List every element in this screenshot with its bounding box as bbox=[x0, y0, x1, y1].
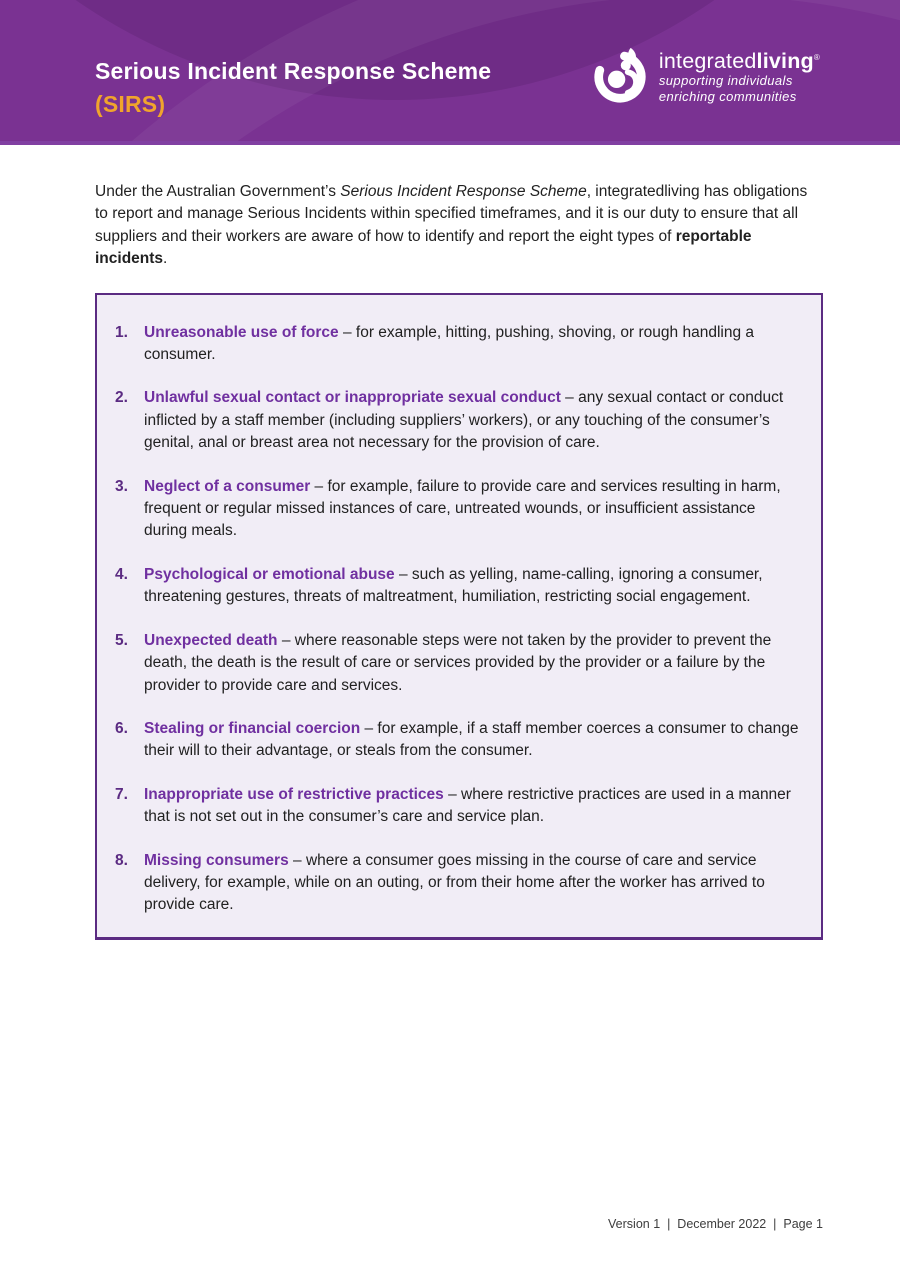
logo-text bbox=[659, 46, 820, 104]
intro-paragraph bbox=[95, 181, 822, 271]
integratedliving-logo-icon bbox=[591, 46, 649, 104]
incident-text bbox=[144, 630, 803, 697]
incident-text bbox=[144, 784, 803, 829]
incident-title: Neglect of a consumer bbox=[144, 477, 311, 495]
incident-text bbox=[144, 322, 803, 367]
incident-item-4 bbox=[115, 564, 803, 609]
incident-number: 8. bbox=[115, 851, 128, 869]
logo-wordmark-bold: living bbox=[756, 49, 814, 74]
incident-item-8 bbox=[115, 850, 803, 917]
incident-text bbox=[144, 387, 803, 454]
incident-item-6 bbox=[115, 718, 803, 763]
logo-wordmark-regular: integrated bbox=[658, 49, 757, 74]
incident-number: 7. bbox=[115, 785, 128, 803]
page-footer bbox=[594, 1203, 823, 1245]
incident-text bbox=[144, 564, 803, 609]
incident-text bbox=[144, 850, 803, 917]
incident-item-3 bbox=[115, 476, 803, 543]
incident-title: Unreasonable use of force bbox=[144, 323, 339, 341]
incident-description: – for example, if a staff member coerces a consumer to change their will to their advantage, or steals from the consumer. bbox=[144, 719, 799, 760]
reportable-incidents-box bbox=[95, 293, 823, 940]
incident-description: – for example, hitting, pushing, shoving, or rough handling a consumer. bbox=[144, 323, 754, 364]
title-block bbox=[95, 55, 491, 121]
incident-description: – for example, failure to provide care and services resulting in harm, frequent or regular missed instances of care, untreated wounds, or insufficient assistance during meals. bbox=[144, 477, 781, 540]
incident-description: – where restrictive practices are used in a manner that is not set out in the consumer’s care and service plan. bbox=[144, 785, 791, 826]
page-title: Serious Incident Response Scheme bbox=[95, 58, 492, 84]
incident-title: Missing consumers bbox=[144, 851, 289, 869]
logo-wordmark bbox=[659, 46, 820, 73]
intro-text-3: . bbox=[163, 250, 168, 268]
incident-number: 2. bbox=[115, 389, 128, 407]
incident-text bbox=[144, 476, 803, 543]
intro-bold-reportable-incidents: reportable incidents bbox=[95, 227, 752, 268]
document-body bbox=[0, 181, 900, 940]
intro-text-2: , integratedliving has obligations to report and manage Serious Incidents within specified timeframes, and it is our duty to ensure that all suppliers and their workers are aware of how to identify and report the eight types of bbox=[95, 183, 808, 245]
incident-item-1 bbox=[115, 322, 803, 367]
incident-text bbox=[144, 718, 803, 763]
incident-title: Unexpected death bbox=[144, 631, 278, 649]
incident-description: – such as yelling, name-calling, ignoring a consumer, threatening gestures, threats of maltreatment, humiliation, restricting social engagement. bbox=[144, 565, 763, 606]
header-banner bbox=[0, 0, 900, 145]
incident-title: Psychological or emotional abuse bbox=[144, 565, 395, 583]
incident-item-5 bbox=[115, 630, 803, 697]
incident-item-7 bbox=[115, 784, 803, 829]
intro-italic-scheme-name: Serious Incident Response Scheme bbox=[340, 183, 587, 200]
incident-description: – where reasonable steps were not taken by the provider to prevent the death, the death is the result of care or services provided by the provider or a failure by the provider to provide care and services. bbox=[144, 631, 772, 694]
page-subtitle: (SIRS) bbox=[95, 91, 166, 117]
incident-number: 1. bbox=[115, 323, 128, 341]
incident-number: 6. bbox=[115, 719, 128, 737]
logo-tagline-line1: supporting individuals bbox=[658, 73, 793, 89]
incident-title: Unlawful sexual contact or inappropriate sexual conduct bbox=[144, 389, 561, 407]
incident-number: 3. bbox=[115, 477, 128, 495]
registered-trademark-symbol: ® bbox=[813, 53, 820, 62]
incident-number: 4. bbox=[115, 565, 128, 583]
intro-text-1: Under the Australian Government’s bbox=[95, 183, 341, 200]
incident-description: – where a consumer goes missing in the course of care and service delivery, for example, while on an outing, or from their home after the worker has arrived to provide care. bbox=[144, 851, 765, 914]
logo-tagline-line2: enriching communities bbox=[658, 88, 797, 104]
footer-version-page-info: Version 1 | December 2022 | Page 1 bbox=[608, 1217, 823, 1231]
integratedliving-logo bbox=[591, 46, 820, 104]
incident-number: 5. bbox=[115, 631, 128, 649]
incident-title: Inappropriate use of restrictive practices bbox=[144, 785, 444, 803]
incident-description: – any sexual contact or conduct inflicted by a staff member (including suppliers’ workers), or any touching of the consumer’s genital, anal or breast area not necessary for the provision of care. bbox=[144, 389, 784, 452]
incident-item-2 bbox=[115, 387, 803, 454]
incident-title: Stealing or financial coercion bbox=[144, 719, 361, 737]
